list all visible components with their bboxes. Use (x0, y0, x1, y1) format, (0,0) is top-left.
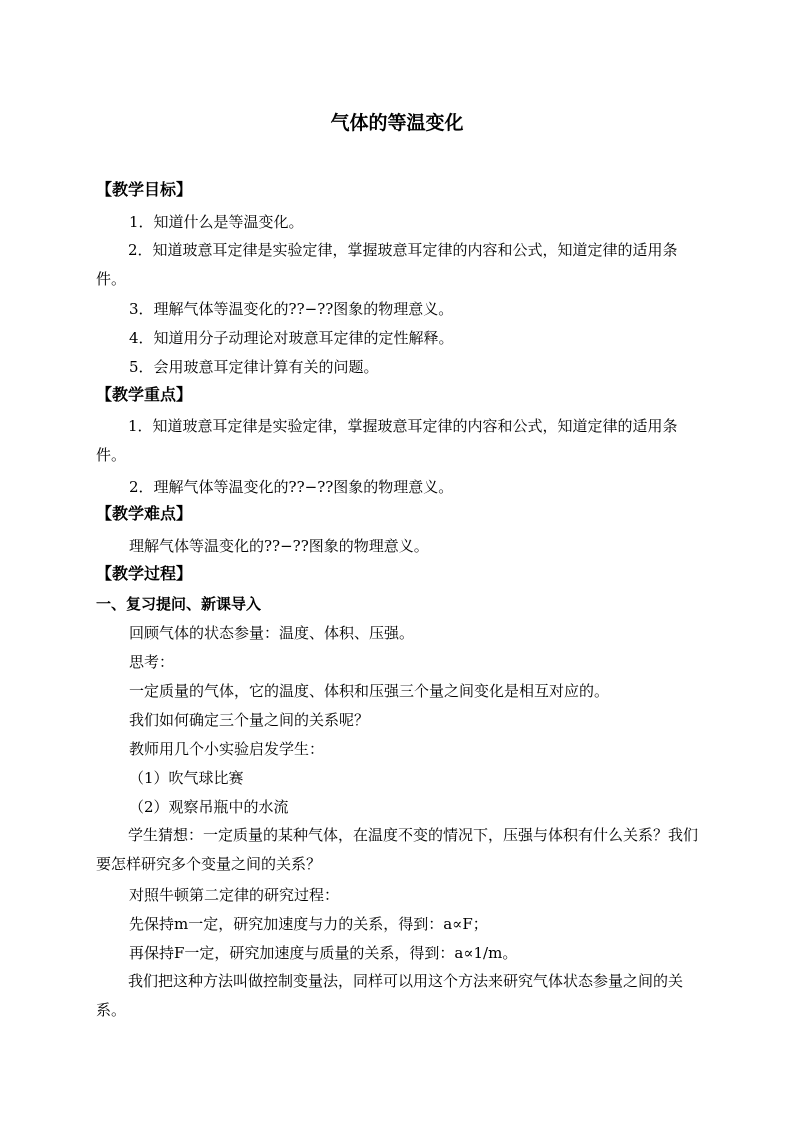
objective-item-1: 1．知道什么是等温变化。 (129, 213, 304, 231)
objectives-heading: 【教学目标】 (96, 180, 193, 199)
section-1-heading: 一、复习提问、新课导入 (96, 595, 262, 613)
objective-item-5: 5．会用玻意耳定律计算有关的问题。 (129, 358, 379, 376)
process-paragraph-8: 学生猜想：一定质量的某种气体，在温度不变的情况下，压强与体积有什么关系？我们要怎样研究多个变量之间的关系？ (96, 826, 699, 873)
process-heading: 【教学过程】 (96, 564, 193, 583)
process-paragraph-1: 回顾气体的状态参量：温度、体积、压强。 (129, 624, 415, 642)
difficulty-item-1: 理解气体等温变化的??−??图象的物理意义。 (129, 537, 429, 555)
process-list-item-1: （1）吹气球比赛 (129, 769, 244, 787)
objective-item-4: 4．知道用分子动理论对玻意耳定律的定性解释。 (129, 329, 454, 347)
key-points-heading: 【教学重点】 (96, 385, 193, 404)
process-paragraph-12: 我们把这种方法叫做控制变量法，同样可以用这个方法来研究气体状态参量之间的关系。 (96, 972, 684, 1019)
objective-item-2: 2．知道玻意耳定律是实验定律，掌握玻意耳定律的内容和公式，知道定律的适用条件。 (96, 241, 678, 288)
process-paragraph-9: 对照牛顿第二定律的研究过程： (129, 886, 340, 904)
process-paragraph-3: 一定质量的气体，它的温度、体积和压强三个量之间变化是相互对应的。 (129, 682, 610, 700)
process-paragraph-11: 再保持F一定，研究加速度与质量的关系，得到：a∝1/m。 (129, 944, 518, 962)
difficulties-heading: 【教学难点】 (96, 504, 193, 523)
process-paragraph-5: 教师用几个小实验启发学生： (129, 740, 325, 758)
objective-item-3: 3．理解气体等温变化的??−??图象的物理意义。 (129, 300, 454, 318)
process-list-item-2: （2）观察吊瓶中的水流 (129, 798, 289, 816)
page-title: 气体的等温变化 (330, 112, 464, 134)
process-paragraph-10: 先保持m一定，研究加速度与力的关系，得到：a∝F； (129, 915, 488, 933)
process-paragraph-4: 我们如何确定三个量之间的关系呢？ (129, 711, 370, 729)
process-paragraph-2: 思考： (129, 653, 175, 671)
key-point-item-2: 2．理解气体等温变化的??−??图象的物理意义。 (129, 478, 454, 496)
key-point-item-1: 1．知道玻意耳定律是实验定律，掌握玻意耳定律的内容和公式，知道定律的适用条件。 (96, 417, 678, 464)
